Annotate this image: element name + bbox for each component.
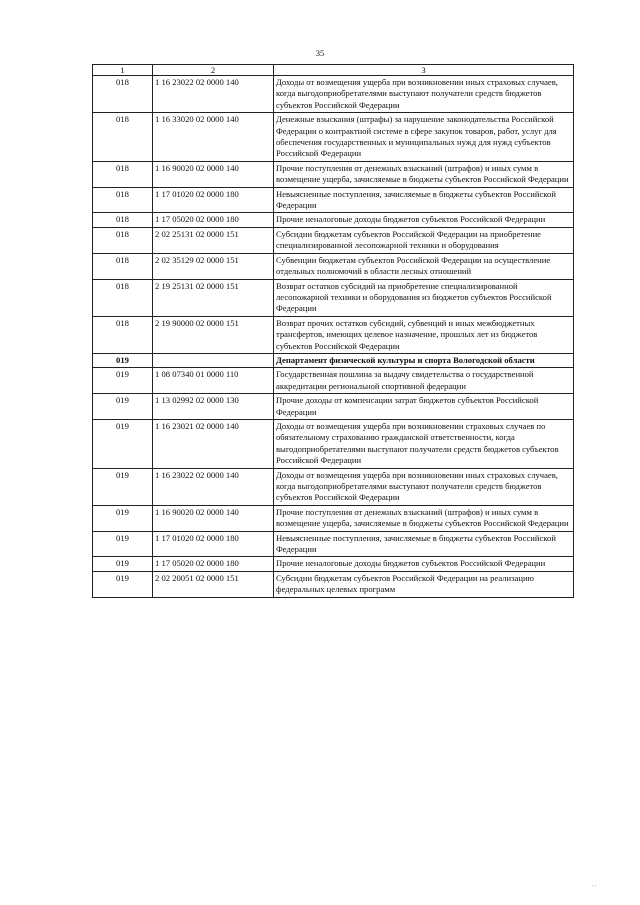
budget-code-cell: 1 16 23022 02 0000 140	[153, 76, 274, 113]
table-row	[93, 113, 574, 162]
description-cell: Прочие поступления от денежных взысканий (штрафов) и иных сумм в возмещение ущерба, зачисляемые в бюджеты субъектов Российской Федерации	[274, 161, 574, 187]
column-header-description: 3	[274, 65, 574, 76]
table-row	[93, 253, 574, 279]
admin-code-cell: 018	[93, 113, 153, 162]
admin-code-cell: 018	[93, 187, 153, 213]
admin-code-cell: 018	[93, 253, 153, 279]
description-cell: Государственная пошлина за выдачу свидетельства о государственной аккредитации региональной спортивной федерации	[274, 368, 574, 394]
admin-code-cell: 019	[93, 505, 153, 531]
admin-code-cell: 019	[93, 468, 153, 505]
budget-code-cell: 1 17 01020 02 0000 180	[153, 187, 274, 213]
budget-code-cell	[153, 353, 274, 367]
description-cell: Невыясненные поступления, зачисляемые в бюджеты субъектов Российской Федерации	[274, 187, 574, 213]
page-number: 35	[315, 48, 325, 58]
admin-code-cell: 018	[93, 76, 153, 113]
table-row	[93, 394, 574, 420]
table-row	[93, 227, 574, 253]
table-row	[93, 531, 574, 557]
description-cell: Прочие поступления от денежных взысканий (штрафов) и иных сумм в возмещение ущерба, зачисляемые в бюджеты субъектов Российской Федерации	[274, 505, 574, 531]
admin-code-cell: 019	[93, 394, 153, 420]
admin-code-cell: 019	[93, 419, 153, 468]
budget-code-cell: 2 19 90000 02 0000 151	[153, 316, 274, 353]
budget-code-cell: 2 02 35129 02 0000 151	[153, 253, 274, 279]
table-row	[93, 213, 574, 227]
description-cell: Невыясненные поступления, зачисляемые в бюджеты субъектов Российской Федерации	[274, 531, 574, 557]
table-row	[93, 505, 574, 531]
column-header-budget-code: 2	[153, 65, 274, 76]
budget-code-cell: 1 16 23022 02 0000 140	[153, 468, 274, 505]
admin-code-cell: 018	[93, 316, 153, 353]
admin-code-cell: 018	[93, 227, 153, 253]
column-header-admin-code: 1	[93, 65, 153, 76]
table-row	[93, 161, 574, 187]
budget-code-cell: 1 17 05020 02 0000 180	[153, 213, 274, 227]
admin-code-cell: 018	[93, 213, 153, 227]
table-row	[93, 76, 574, 113]
budget-code-cell: 1 08 07340 01 0000 110	[153, 368, 274, 394]
table-row	[93, 279, 574, 316]
budget-code-cell: 1 16 33020 02 0000 140	[153, 113, 274, 162]
description-cell: Доходы от возмещения ущерба при возникновении иных страховых случаев, когда выгодоприобретателями выступают получатели средств бюджетов субъектов Российской Федерации	[274, 76, 574, 113]
scan-corner-mark: ' '	[592, 885, 596, 891]
budget-code-cell: 1 13 02992 02 0000 130	[153, 394, 274, 420]
admin-code-cell: 018	[93, 279, 153, 316]
description-cell: Денежные взыскания (штрафы) за нарушение законодательства Российской Федерации о контрактной системе в сфере закупок товаров, работ, услуг для обеспечения государственных и муниципальных нужд для нужд субъектов Российской Федерации	[274, 113, 574, 162]
budget-code-cell: 1 16 90020 02 0000 140	[153, 161, 274, 187]
description-cell: Возврат прочих остатков субсидий, субвенций и иных межбюджетных трансфертов, имеющих целевое назначение, прошлых лет из бюджетов субъектов Российской Федерации	[274, 316, 574, 353]
budget-code-cell: 1 17 01020 02 0000 180	[153, 531, 274, 557]
table-row	[93, 187, 574, 213]
table-row	[93, 557, 574, 571]
table-row	[93, 468, 574, 505]
admin-code-cell: 019	[93, 368, 153, 394]
table-body	[93, 76, 574, 598]
table-row	[93, 419, 574, 468]
budget-code-cell: 2 02 25131 02 0000 151	[153, 227, 274, 253]
description-cell: Прочие неналоговые доходы бюджетов субъектов Российской Федерации	[274, 557, 574, 571]
description-cell: Департамент физической культуры и спорта Вологодской области	[274, 353, 574, 367]
description-cell: Прочие неналоговые доходы бюджетов субъектов Российской Федерации	[274, 213, 574, 227]
description-cell: Прочие доходы от компенсации затрат бюджетов субъектов Российской Федерации	[274, 394, 574, 420]
table-row-department	[93, 353, 574, 367]
description-cell: Доходы от возмещения ущерба при возникновении страховых случаев по обязательному страхованию гражданской ответственности, когда выгодоприобретателями выступают получатели средств бюджетов субъектов Российской Федерации	[274, 419, 574, 468]
description-cell: Субсидии бюджетам субъектов Российской Федерации на реализацию федеральных целевых программ	[274, 571, 574, 597]
budget-code-cell: 1 17 05020 02 0000 180	[153, 557, 274, 571]
admin-code-cell: 019	[93, 531, 153, 557]
budget-code-cell: 1 16 90020 02 0000 140	[153, 505, 274, 531]
revenue-codes-table	[92, 64, 574, 598]
budget-code-cell: 2 02 20051 02 0000 151	[153, 571, 274, 597]
table-row	[93, 571, 574, 597]
description-cell: Субвенции бюджетам субъектов Российской Федерации на осуществление отдельных полномочий в области лесных отношений	[274, 253, 574, 279]
admin-code-cell: 019	[93, 353, 153, 367]
table-row	[93, 368, 574, 394]
admin-code-cell: 018	[93, 161, 153, 187]
admin-code-cell: 019	[93, 571, 153, 597]
table-header-row	[93, 65, 574, 76]
budget-code-cell: 2 19 25131 02 0000 151	[153, 279, 274, 316]
budget-code-cell: 1 16 23021 02 0000 140	[153, 419, 274, 468]
admin-code-cell: 019	[93, 557, 153, 571]
description-cell: Доходы от возмещения ущерба при возникновении иных страховых случаев, когда выгодоприобретателями выступают получатели средств бюджетов субъектов Российской Федерации	[274, 468, 574, 505]
table-row	[93, 316, 574, 353]
description-cell: Субсидии бюджетам субъектов Российской Федерации на приобретение специализированной лесопожарной техники и оборудования	[274, 227, 574, 253]
description-cell: Возврат остатков субсидий на приобретение специализированной лесопожарной техники и оборудования из бюджетов субъектов Российской Федерации	[274, 279, 574, 316]
